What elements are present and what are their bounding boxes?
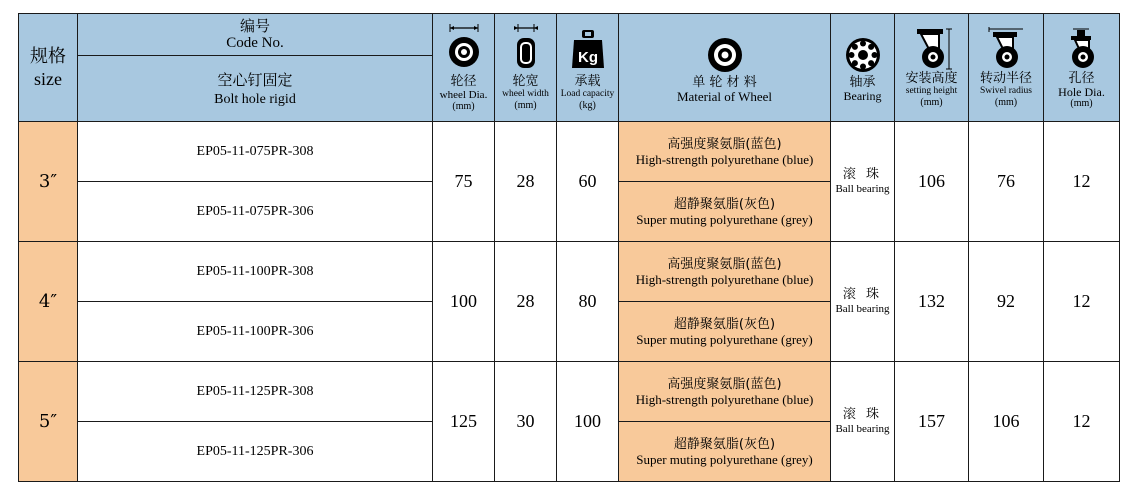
load-cell: 60 <box>557 122 619 242</box>
header-swivel-radius-zh: 转动半径 <box>979 71 1032 86</box>
size-cell: 4″ <box>19 242 78 362</box>
setting-height-cell: 157 <box>895 362 969 482</box>
swivel-radius-cell: 92 <box>969 242 1044 362</box>
wheel-width-icon <box>506 24 546 74</box>
caster-spec-table <box>18 13 1120 482</box>
header-material-en: Material of Wheel <box>676 88 773 104</box>
wheel-dia-cell: 100 <box>433 242 495 362</box>
header-code-zh: 编号 <box>239 16 270 35</box>
header-wheel-dia-zh: 轮径 <box>450 73 477 89</box>
hole-dia-cell: 12 <box>1044 362 1120 482</box>
swivel-radius-cell: 106 <box>969 362 1044 482</box>
wheel-dia-cell: 125 <box>433 362 495 482</box>
header-setting-height-zh: 安装高度 <box>905 71 958 86</box>
header-wheel-width-unit: (mm) <box>514 100 537 111</box>
code-cell: EP05-11-125PR-308 <box>78 362 433 422</box>
header-load-zh: 承载 <box>574 74 601 89</box>
wheel-width-cell: 28 <box>495 122 557 242</box>
header-hole-dia-unit: (mm) <box>1070 97 1093 109</box>
header-load-unit: (kg) <box>579 100 596 111</box>
material-en: Super muting polyurethane (grey) <box>636 451 813 467</box>
header-swivel-radius-unit: (mm) <box>994 97 1018 108</box>
code-cell: EP05-11-075PR-306 <box>78 182 433 242</box>
header-hole-dia-zh: 孔径 <box>1068 70 1095 86</box>
material-cell <box>619 122 831 182</box>
weight-kg-icon <box>568 24 608 74</box>
hole-dia-cell: 12 <box>1044 122 1120 242</box>
header-wheel-width-en: wheel width <box>502 89 549 99</box>
bearing-en: Ball bearing <box>835 303 890 315</box>
header-hole-dia-en: Hole Dia. <box>1058 84 1105 99</box>
swivel-radius-cell: 76 <box>969 122 1044 242</box>
table-row <box>19 122 1120 182</box>
setting-height-cell: 132 <box>895 242 969 362</box>
header-wheel-width <box>495 14 557 122</box>
wheel-width-cell: 30 <box>495 362 557 482</box>
bearing-cell <box>831 122 895 242</box>
header-code <box>78 14 433 56</box>
bearing-cell <box>831 242 895 362</box>
bearing-en: Ball bearing <box>835 423 890 435</box>
header-material <box>619 14 831 122</box>
bearing-zh: 滚 珠 <box>842 407 883 422</box>
setting-height-cell: 106 <box>895 122 969 242</box>
header-setting-height-unit: (mm) <box>920 97 943 108</box>
wheel-dia-cell: 75 <box>433 122 495 242</box>
hole-diameter-caster-icon <box>1059 27 1105 71</box>
bearing-en: Ball bearing <box>835 183 890 195</box>
material-cell <box>619 362 831 422</box>
material-en: Super muting polyurethane (grey) <box>636 211 813 227</box>
weight-kg-icon-text: Kg <box>577 49 598 66</box>
material-zh: 超静聚氨脂(灰色) <box>673 316 776 332</box>
header-size-en: size <box>34 68 62 89</box>
material-zh: 高强度聚氨脂(蓝色) <box>667 256 782 272</box>
header-setting-height <box>895 14 969 122</box>
load-cell: 100 <box>557 362 619 482</box>
header-load-en: Load capacity <box>560 89 615 99</box>
material-cell <box>619 422 831 482</box>
material-cell <box>619 182 831 242</box>
header-wheel-dia-en: wheel Dia. <box>439 88 488 101</box>
header-setting-height-en: setting height <box>905 86 958 96</box>
header-mount-zh: 空心钉固定 <box>217 71 293 89</box>
material-en: High-strength polyurethane (blue) <box>635 391 814 407</box>
header-bearing <box>831 14 895 122</box>
header-mount-en: Bolt hole rigid <box>214 92 296 107</box>
bearing-zh: 滚 珠 <box>842 167 883 182</box>
material-en: Super muting polyurethane (grey) <box>636 331 813 347</box>
header-material-zh: 单 轮 材 料 <box>692 74 757 90</box>
code-cell: EP05-11-125PR-306 <box>78 422 433 482</box>
swivel-radius-caster-icon <box>983 27 1029 71</box>
header-mount <box>78 56 433 122</box>
code-cell: EP05-11-100PR-306 <box>78 302 433 362</box>
wheel-material-icon <box>705 33 745 75</box>
header-wheel-dia-unit: (mm) <box>452 100 475 112</box>
header-wheel-width-zh: 轮宽 <box>512 74 539 89</box>
header-swivel-radius-en: Swivel radius <box>980 86 1032 96</box>
size-cell: 3″ <box>19 122 78 242</box>
material-en: High-strength polyurethane (blue) <box>635 271 814 287</box>
header-size-zh: 规格 <box>30 45 66 67</box>
header-load <box>557 14 619 122</box>
ball-bearing-icon <box>843 33 883 75</box>
hole-dia-cell: 12 <box>1044 242 1120 362</box>
size-cell: 5″ <box>19 362 78 482</box>
code-cell: EP05-11-100PR-308 <box>78 242 433 302</box>
material-en: High-strength polyurethane (blue) <box>635 151 814 167</box>
material-zh: 超静聚氨脂(灰色) <box>673 196 776 212</box>
header-size <box>19 14 78 122</box>
bearing-zh: 滚 珠 <box>842 287 883 302</box>
header-bearing-en: Bearing <box>843 89 882 103</box>
header-swivel-radius <box>969 14 1044 122</box>
header-hole-dia <box>1044 14 1120 122</box>
wheel-diameter-icon <box>444 24 484 74</box>
header-code-en: Code No. <box>226 34 284 51</box>
code-cell: EP05-11-075PR-308 <box>78 122 433 182</box>
material-zh: 高强度聚氨脂(蓝色) <box>667 376 782 392</box>
header-wheel-dia <box>433 14 495 122</box>
material-cell <box>619 242 831 302</box>
material-cell <box>619 302 831 362</box>
setting-height-caster-icon <box>909 27 955 71</box>
header-bearing-zh: 轴承 <box>849 75 876 90</box>
load-cell: 80 <box>557 242 619 362</box>
material-zh: 高强度聚氨脂(蓝色) <box>667 136 782 152</box>
material-zh: 超静聚氨脂(灰色) <box>673 436 776 452</box>
bearing-cell <box>831 362 895 482</box>
wheel-width-cell: 28 <box>495 242 557 362</box>
table-row <box>19 242 1120 302</box>
table-row <box>19 362 1120 422</box>
